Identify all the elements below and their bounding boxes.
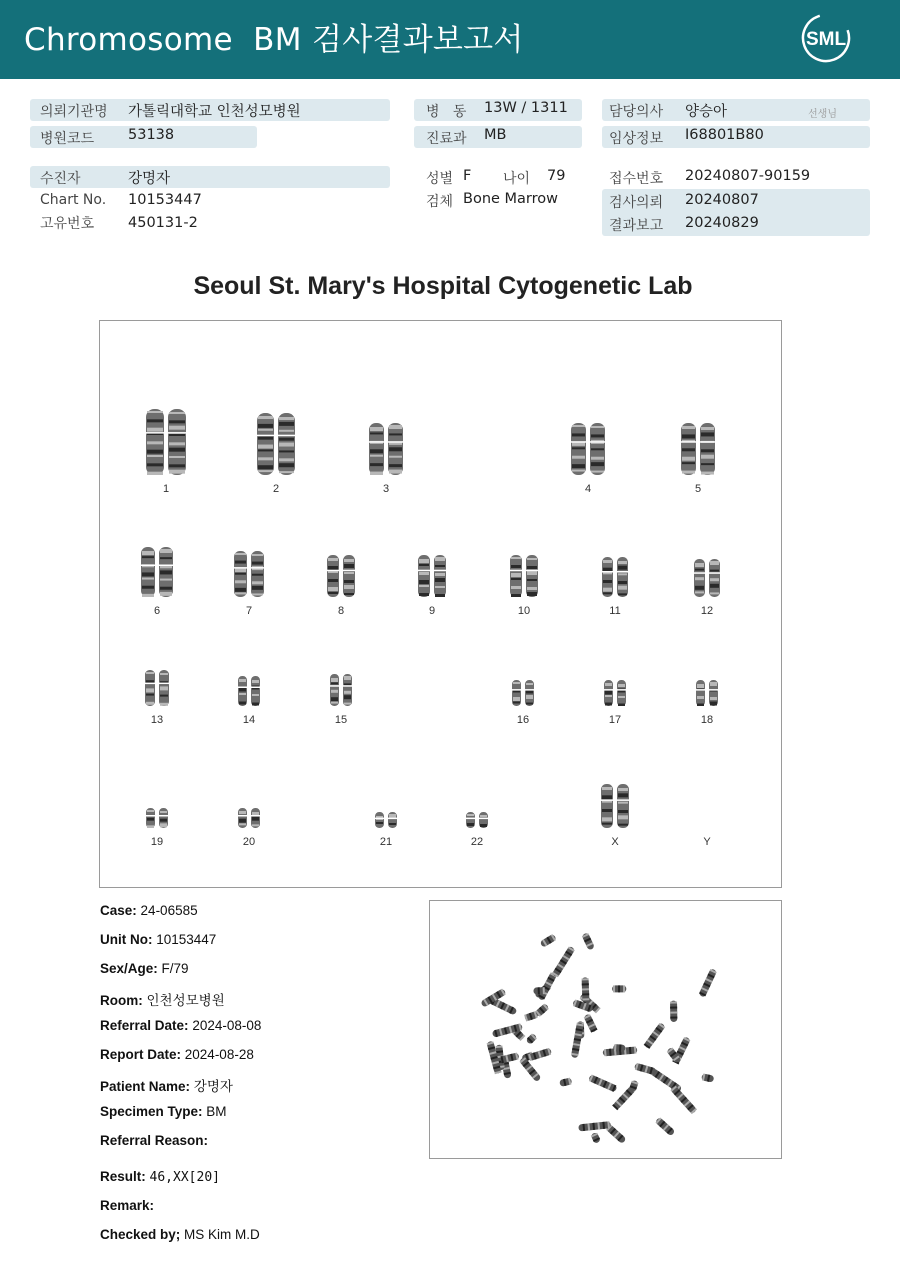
hospital-code-value: 53138 bbox=[128, 127, 175, 143]
report-value: 20240829 bbox=[685, 215, 759, 231]
remark-label: Remark: bbox=[100, 1198, 155, 1213]
chromosome-label-11: 11 bbox=[609, 605, 621, 617]
metaphase-spread bbox=[430, 901, 781, 1158]
chromosome-pair-15 bbox=[330, 674, 352, 706]
chromosome-pair-X bbox=[601, 784, 629, 828]
clinical-value: I68801B80 bbox=[685, 127, 764, 143]
chromosome-label-13: 13 bbox=[150, 714, 164, 726]
metaphase-image bbox=[429, 900, 782, 1159]
metaphase-chromosome bbox=[527, 1048, 552, 1062]
chromosome-pair-3 bbox=[369, 423, 403, 475]
metaphase-chromosome bbox=[613, 1044, 626, 1052]
lab-title: Seoul St. Mary's Hospital Cytogenetic Lab bbox=[193, 272, 693, 300]
metaphase-chromosome bbox=[698, 968, 717, 998]
referral-reason-label: Referral Reason: bbox=[100, 1133, 209, 1148]
doctor-value: 양승아 bbox=[685, 104, 728, 120]
chromosome-label-X: X bbox=[611, 836, 619, 848]
result-label: Result: bbox=[100, 1169, 146, 1184]
specimen-type-label: Specimen Type: bbox=[100, 1104, 203, 1119]
metaphase-chromosome bbox=[581, 932, 595, 950]
room-label: Room: bbox=[100, 993, 143, 1008]
metaphase-chromosome bbox=[588, 1074, 618, 1092]
chromosome-pair-8 bbox=[327, 555, 355, 597]
chromosome-label-14: 14 bbox=[242, 714, 256, 726]
chromosome-label-22: 22 bbox=[470, 836, 484, 848]
unique-value: 450131-2 bbox=[128, 215, 198, 231]
chromosome-pair-18 bbox=[696, 680, 718, 706]
chromosome-pair-1 bbox=[146, 409, 186, 475]
case-label: Case: bbox=[100, 903, 137, 918]
chromosome-label-5: 5 bbox=[694, 483, 702, 495]
specimen-value: Bone Marrow bbox=[463, 191, 559, 207]
chromosome-label-17: 17 bbox=[608, 714, 622, 726]
metaphase-chromosome bbox=[670, 1001, 677, 1023]
report-title: Chromosome BM 검사결과보고서 bbox=[24, 22, 524, 58]
clinical-label: 임상정보 bbox=[609, 131, 664, 147]
chromosome-pair-19 bbox=[146, 808, 168, 828]
chromosome-pair-7 bbox=[234, 551, 264, 597]
referral-reason-row bbox=[100, 1133, 208, 1148]
chromosome-pair-6 bbox=[141, 547, 173, 597]
report-label: 결과보고 bbox=[609, 218, 664, 234]
unique-label: 고유번호 bbox=[40, 216, 95, 232]
chart-label: Chart No. bbox=[40, 192, 107, 208]
chromosome-label-3: 3 bbox=[382, 483, 390, 495]
case-row bbox=[100, 903, 198, 918]
chromosome-pair-2 bbox=[257, 413, 295, 475]
unit-row bbox=[100, 932, 216, 947]
metaphase-chromosome bbox=[540, 934, 557, 948]
metaphase-chromosome bbox=[533, 987, 546, 994]
chromosome-pair-20 bbox=[238, 808, 260, 828]
doctor-suffix: 선생님 bbox=[808, 109, 837, 120]
checked-row bbox=[100, 1227, 260, 1242]
age-label: 나이 bbox=[503, 171, 531, 187]
unit-label: Unit No: bbox=[100, 932, 153, 947]
patient-name-label: Patient Name: bbox=[100, 1079, 191, 1094]
chart-value: 10153447 bbox=[128, 192, 202, 208]
metaphase-chromosome bbox=[590, 1132, 601, 1144]
doctor-label: 담당의사 bbox=[609, 104, 664, 120]
chromosome-label-18: 18 bbox=[700, 714, 714, 726]
chromosome-label-4: 4 bbox=[584, 483, 592, 495]
chromosome-label-8: 8 bbox=[337, 605, 345, 617]
sex-value: F bbox=[463, 168, 472, 184]
referral-date-value: 2024-08-08 bbox=[192, 1018, 262, 1033]
result-row bbox=[100, 1169, 220, 1185]
metaphase-chromosome bbox=[578, 1121, 611, 1131]
chromosome-pair-13 bbox=[145, 670, 169, 706]
chromosome-label-2: 2 bbox=[272, 483, 280, 495]
patient-label: 수진자 bbox=[40, 171, 81, 187]
institution-value: 가톨릭대학교 인천성모병원 bbox=[128, 104, 301, 120]
chromosome-pair-22 bbox=[466, 812, 488, 828]
chromosome-pair-16 bbox=[512, 680, 534, 706]
metaphase-chromosome bbox=[612, 985, 626, 992]
sexage-row bbox=[100, 961, 189, 976]
sex-label: 성별 bbox=[426, 171, 454, 187]
specimen-type-row bbox=[100, 1104, 227, 1119]
unit-value: 10153447 bbox=[156, 932, 217, 947]
request-label: 검사의뢰 bbox=[609, 195, 664, 211]
chromosome-label-20: 20 bbox=[242, 836, 256, 848]
report-header bbox=[0, 0, 900, 79]
hospital-code-label: 병원코드 bbox=[40, 131, 95, 147]
metaphase-chromosome bbox=[537, 971, 557, 1001]
report-date-value: 2024-08-28 bbox=[184, 1047, 254, 1062]
receipt-value: 20240807-90159 bbox=[685, 168, 811, 184]
chromosome-label-15: 15 bbox=[334, 714, 348, 726]
age-value: 79 bbox=[547, 168, 566, 184]
chromosome-label-6: 6 bbox=[153, 605, 161, 617]
metaphase-chromosome bbox=[634, 1063, 657, 1076]
chromosome-pair-10 bbox=[510, 555, 538, 597]
case-value: 24-06585 bbox=[140, 903, 198, 918]
patient-name-row bbox=[100, 1075, 233, 1095]
metaphase-chromosome bbox=[571, 1022, 584, 1058]
karyogram-panel bbox=[99, 320, 782, 888]
chromosome-label-7: 7 bbox=[245, 605, 253, 617]
chromosome-label-9: 9 bbox=[428, 605, 436, 617]
chromosome-pair-21 bbox=[375, 812, 397, 828]
room-row bbox=[100, 989, 225, 1009]
institution-label: 의뢰기관명 bbox=[40, 104, 108, 120]
chromosome-pair-11 bbox=[602, 557, 628, 597]
ward-label: 병 동 bbox=[426, 104, 467, 120]
dept-value: MB bbox=[484, 127, 507, 143]
chromosome-label-21: 21 bbox=[379, 836, 393, 848]
room-value: 인천성모병원 bbox=[146, 993, 225, 1008]
chromosome-label-12: 12 bbox=[700, 605, 714, 617]
chromosome-pair-12 bbox=[694, 559, 720, 597]
chromosome-pair-9 bbox=[418, 555, 446, 597]
patient-value: 강명자 bbox=[128, 171, 171, 187]
specimen-type-value: BM bbox=[206, 1104, 227, 1119]
metaphase-chromosome bbox=[559, 1077, 572, 1087]
patient-band bbox=[30, 166, 390, 188]
chromosome-pair-5 bbox=[681, 423, 715, 475]
metaphase-chromosome bbox=[582, 977, 590, 1002]
result-value: 46,XX[20] bbox=[149, 1170, 220, 1185]
metaphase-chromosome bbox=[525, 1033, 537, 1045]
metaphase-chromosome bbox=[670, 1085, 697, 1114]
referral-date-label: Referral Date: bbox=[100, 1018, 189, 1033]
chromosome-pair-14 bbox=[238, 676, 260, 706]
request-value: 20240807 bbox=[685, 192, 759, 208]
sexage-label: Sex/Age: bbox=[100, 961, 158, 976]
logo-text: SML bbox=[805, 29, 847, 50]
chromosome-label-16: 16 bbox=[516, 714, 530, 726]
receipt-label: 접수번호 bbox=[609, 171, 664, 187]
metaphase-chromosome bbox=[655, 1117, 676, 1137]
metaphase-chromosome bbox=[552, 946, 576, 978]
report-date-row bbox=[100, 1047, 254, 1062]
patient-name-value: 강명자 bbox=[193, 1079, 233, 1094]
chromosome-pair-17 bbox=[604, 680, 626, 706]
specimen-label: 검체 bbox=[426, 194, 454, 210]
sexage-value: F/79 bbox=[161, 961, 189, 976]
metaphase-chromosome bbox=[643, 1022, 665, 1049]
report-date-label: Report Date: bbox=[100, 1047, 182, 1062]
chromosome-label-10: 10 bbox=[517, 605, 531, 617]
chromosome-pair-4 bbox=[571, 423, 605, 475]
chromosome-label-1: 1 bbox=[162, 483, 170, 495]
chromosome-label-Y: Y bbox=[703, 836, 711, 848]
checked-value: MS Kim M.D bbox=[184, 1227, 260, 1242]
metaphase-chromosome bbox=[583, 1013, 597, 1033]
sml-logo bbox=[800, 12, 852, 64]
ward-value: 13W / 1311 bbox=[484, 100, 568, 116]
remark-row bbox=[100, 1198, 154, 1213]
checked-label: Checked by; bbox=[100, 1227, 181, 1242]
metaphase-chromosome bbox=[701, 1073, 714, 1082]
dept-label: 진료과 bbox=[426, 131, 467, 147]
chromosome-label-19: 19 bbox=[150, 836, 164, 848]
referral-date-row bbox=[100, 1018, 261, 1033]
